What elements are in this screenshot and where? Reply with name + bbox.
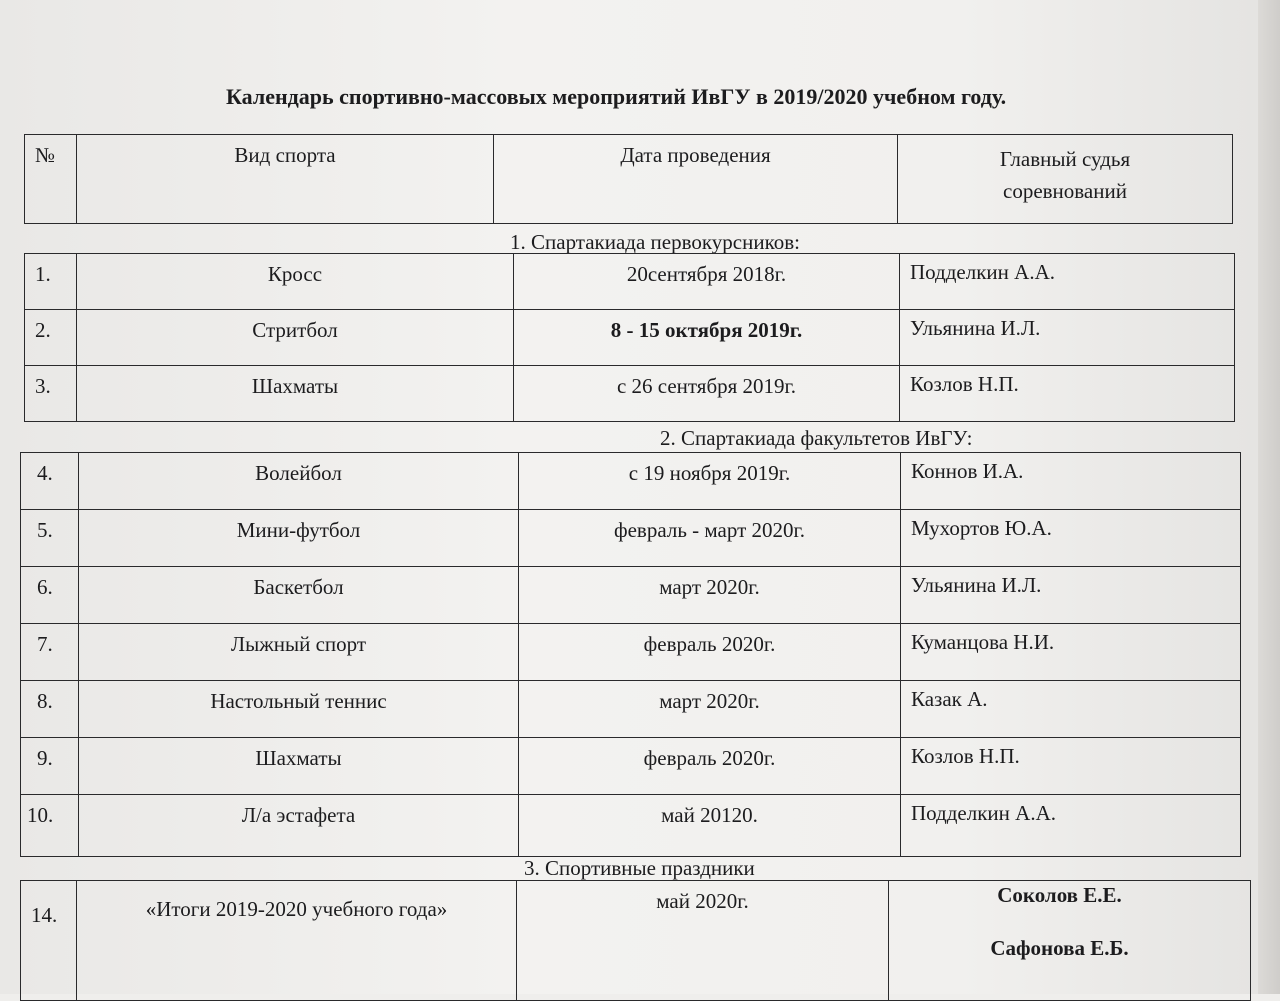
header-num: № [25,135,77,224]
table-row [21,738,1241,795]
header-date: Дата проведения [494,135,898,224]
row-sport: Мини-футбол [79,510,519,567]
table-row [21,453,1241,510]
row-sport: Кросс [77,254,514,310]
row-num: 4. [21,453,79,510]
row-judge: Коннов И.А. [901,453,1241,510]
table-row [21,881,1251,1001]
table-row [25,366,1235,422]
table-row [21,624,1241,681]
row-judge-1: Соколов Е.Е. [997,883,1122,907]
row-sport: Шахматы [79,738,519,795]
row-sport: Настольный теннис [79,681,519,738]
header-judge [898,135,1233,224]
row-num: 3. [25,366,77,422]
row-judge: Мухортов Ю.А. [901,510,1241,567]
header-judge-line2: соревнований [1003,179,1127,203]
row-sport: Л/а эстафета [79,795,519,857]
document-title: Календарь спортивно-массовых мероприятий ИвГУ в 2019/2020 учебном году. [226,84,1007,109]
row-date: 20сентября 2018г. [514,254,900,310]
row-sport: Стритбол [77,310,514,366]
row-date: с 26 сентября 2019г. [514,366,900,422]
section-table-2 [20,452,1241,857]
table-row [21,567,1241,624]
table-row [25,310,1235,366]
row-date: март 2020г. [519,567,901,624]
row-num: 7. [21,624,79,681]
row-date: май 20120. [519,795,901,857]
row-date: май 2020г. [517,881,889,1001]
row-sport: «Итоги 2019-2020 учебного года» [77,881,517,1001]
row-judge: Казак А. [901,681,1241,738]
row-num: 14. [21,881,77,1001]
row-sport: Волейбол [79,453,519,510]
table-row [25,254,1235,310]
row-judge-2: Сафонова Е.Б. [990,936,1129,960]
section-title-2: 2. Спартакиада факультетов ИвГУ: [660,426,973,450]
row-judge: Подделкин А.А. [901,795,1241,857]
table-row [21,681,1241,738]
section-title-1: 1. Спартакиада первокурсников: [510,230,800,254]
header-sport: Вид спорта [77,135,494,224]
row-date: февраль 2020г. [519,624,901,681]
table-row [21,510,1241,567]
row-sport: Шахматы [77,366,514,422]
page-edge-shadow [1258,0,1280,994]
row-num: 9. [21,738,79,795]
row-judge [889,881,1251,1001]
row-num: 5. [21,510,79,567]
header-table [24,134,1233,224]
row-judge: Ульянина И.Л. [900,310,1235,366]
row-date: март 2020г. [519,681,901,738]
row-sport: Лыжный спорт [79,624,519,681]
row-num: 1. [25,254,77,310]
section-title-3: 3. Спортивные праздники [524,856,755,880]
header-judge-line1: Главный судья [999,147,1131,171]
row-judge: Куманцова Н.И. [901,624,1241,681]
row-judge: Козлов Н.П. [901,738,1241,795]
row-num: 6. [21,567,79,624]
row-num: 2. [25,310,77,366]
table-row [21,795,1241,857]
row-judge: Козлов Н.П. [900,366,1235,422]
row-sport: Баскетбол [79,567,519,624]
row-judge: Подделкин А.А. [900,254,1235,310]
row-judge: Ульянина И.Л. [901,567,1241,624]
row-num: 10. [21,795,79,857]
row-date: с 19 ноября 2019г. [519,453,901,510]
row-date: 8 - 15 октября 2019г. [514,310,900,366]
row-date: февраль - март 2020г. [519,510,901,567]
row-num: 8. [21,681,79,738]
section-table-1 [24,253,1235,422]
section-table-3 [20,880,1251,1001]
row-date: февраль 2020г. [519,738,901,795]
